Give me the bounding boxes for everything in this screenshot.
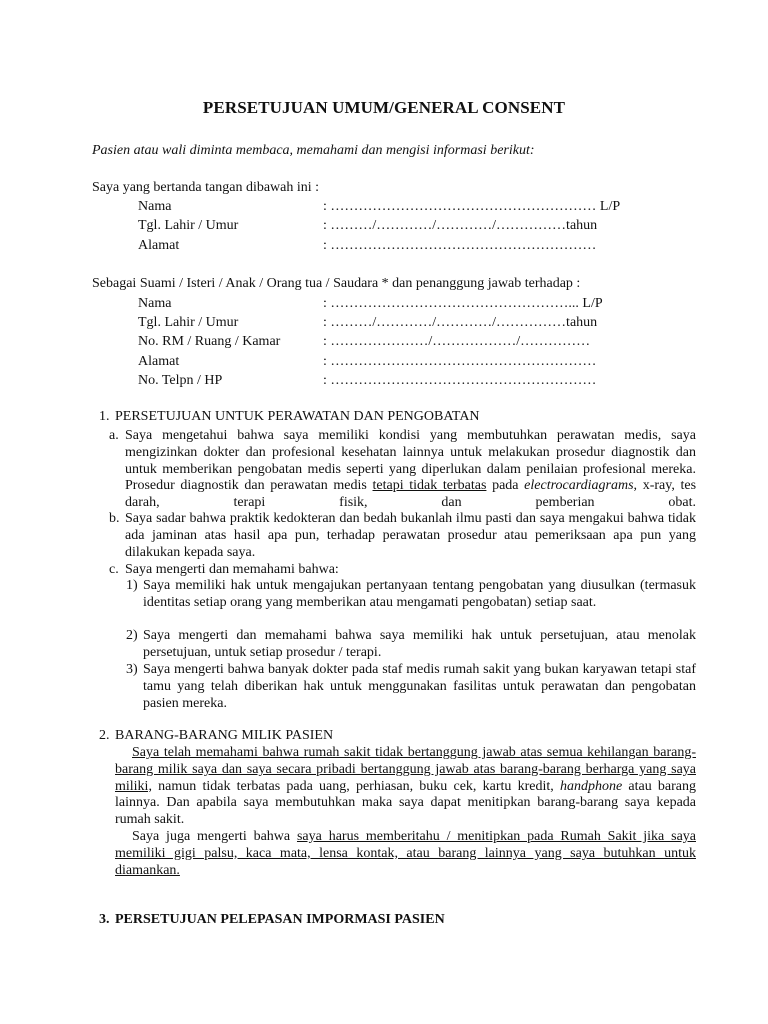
field-value: : ……………………………………………... L/P — [323, 296, 603, 311]
field-value: : ………………………………………………… — [323, 238, 597, 253]
section-heading: BARANG-BARANG MILIK PASIEN — [115, 728, 334, 743]
section-number: 1. — [99, 409, 110, 424]
field-label: Tgl. Lahir / Umur — [138, 315, 239, 330]
field-label: Tgl. Lahir / Umur — [138, 218, 239, 233]
consent-subitem-1: Saya memiliki hak untuk mengajukan pertanyaan tentang pengobatan yang diusulkan (termasuk identitas setiap orang yang memberikan atau mengamati pengobatan) setiap saat. — [143, 578, 696, 610]
list-marker: b. — [109, 511, 120, 526]
paragraph-italic-text: handphone — [559, 778, 623, 794]
field-value: : ………/…………/…………/……………tahun — [323, 218, 598, 233]
list-marker: 1) — [126, 578, 138, 593]
consent-item-a — [125, 428, 696, 512]
section-heading: PERSETUJUAN UNTUK PERAWATAN DAN PENGOBATAN — [115, 409, 480, 424]
consent-subitem-3: Saya mengerti bahwa banyak dokter pada staf medis rumah sakit yang bukan karyawan tetapi staf tamu yang telah diberikan hak untuk menggunakan fasilitas untuk perawatan dan pengobatan pasien mereka. — [143, 662, 696, 711]
document-title: PERSETUJUAN UMUM/GENERAL CONSENT — [202, 98, 566, 117]
belongings-paragraph-2 — [115, 829, 696, 879]
item-italic-text: electrocardiagrams — [524, 478, 634, 494]
field-label: Nama — [138, 296, 172, 311]
paragraph-text: Saya juga mengerti bahwa — [132, 829, 297, 844]
signer-heading: Saya yang bertanda tangan dibawah ini : — [92, 180, 320, 195]
field-value: : ………………………………………………… — [323, 373, 597, 388]
field-value: : …………………/………………/…………… — [323, 334, 591, 349]
field-label: Alamat — [138, 238, 180, 253]
field-value: : ………………………………………………… — [323, 354, 597, 369]
section-heading: PERSETUJUAN PELEPASAN IMPORMASI PASIEN — [115, 912, 445, 927]
paragraph-underlined-text: Saya telah memahami bahwa rumah sakit tidak bertanggung jawab atas semua kehilangan barang-barang milik saya dan saya secara pribadi bertanggung jawab atas barang-barang berharga yang saya miliki, — [115, 745, 696, 794]
field-label: No. Telpn / HP — [138, 373, 223, 388]
section-number: 3. — [99, 912, 110, 927]
consent-subitem-2: Saya mengerti dan memahami bahwa saya memiliki hak untuk persetujuan, atau menolak persetujuan, untuk setiap prosedur / terapi. — [143, 628, 696, 660]
consent-item-b: Saya sadar bahwa praktik kedokteran dan bedah bukanlah ilmu pasti dan saya mengakui bahwa tidak ada jaminan atas hasil apa pun, terhadap perawatan prosedur atau pemeriksaan apa pun yang dilakukan kepada saya. — [125, 511, 696, 560]
paragraph-text-end: atau barang lainnya. Dan apabila saya membutuhkan maka saya dapat menitipkan barang-barang saya kepada rumah sakit. — [115, 778, 696, 828]
field-label: No. RM / Ruang / Kamar — [138, 334, 281, 349]
list-marker: a. — [109, 428, 119, 443]
item-text-end: , x-ray, tes darah, terapi fisik, dan pemberian obat. — [125, 478, 697, 511]
field-label: Alamat — [138, 354, 180, 369]
section-number: 2. — [99, 728, 110, 743]
item-text-pre-italic: pada — [486, 478, 525, 494]
relation-heading: Sebagai Suami / Isteri / Anak / Orang tua / Saudara * dan penanggung jawab terhadap : — [92, 276, 581, 291]
consent-item-c: Saya mengerti dan memahami bahwa: — [125, 562, 339, 577]
paragraph-text: namun tidak terbatas pada uang, perhiasan, buku cek, kartu kredit, — [151, 778, 560, 794]
item-text: Saya mengetahui bahwa saya memiliki kondisi yang membutuhkan perawatan medis, saya mengizinkan dokter dan profesional kesehatan lainnya untuk melakukan prosedur diagnostik dan untuk memberikan pengobatan medis seperti yang diperlukan dalam penilaian profesional mereka. Prosedur diagnostik dan perawatan medis — [125, 428, 696, 494]
field-value: : ………/…………/…………/……………tahun — [323, 315, 598, 330]
field-label: Nama — [138, 199, 172, 214]
belongings-paragraph-1 — [115, 745, 696, 829]
list-marker: 2) — [126, 628, 138, 643]
paragraph-underlined-text: saya harus memberitahu / menitipkan pada Rumah Sakit jika saya memiliki gigi palsu, kaca mata, lensa kontak, atau barang lainnya yang saya butuhkan untuk diamankan. — [115, 829, 696, 878]
field-value: : ………………………………………………… L/P — [323, 199, 621, 214]
list-marker: 3) — [126, 662, 138, 677]
item-underlined-text: tetapi tidak terbatas — [372, 478, 487, 494]
intro-instruction: Pasien atau wali diminta membaca, memahami dan mengisi informasi berikut: — [92, 143, 535, 158]
list-marker: c. — [109, 562, 119, 577]
